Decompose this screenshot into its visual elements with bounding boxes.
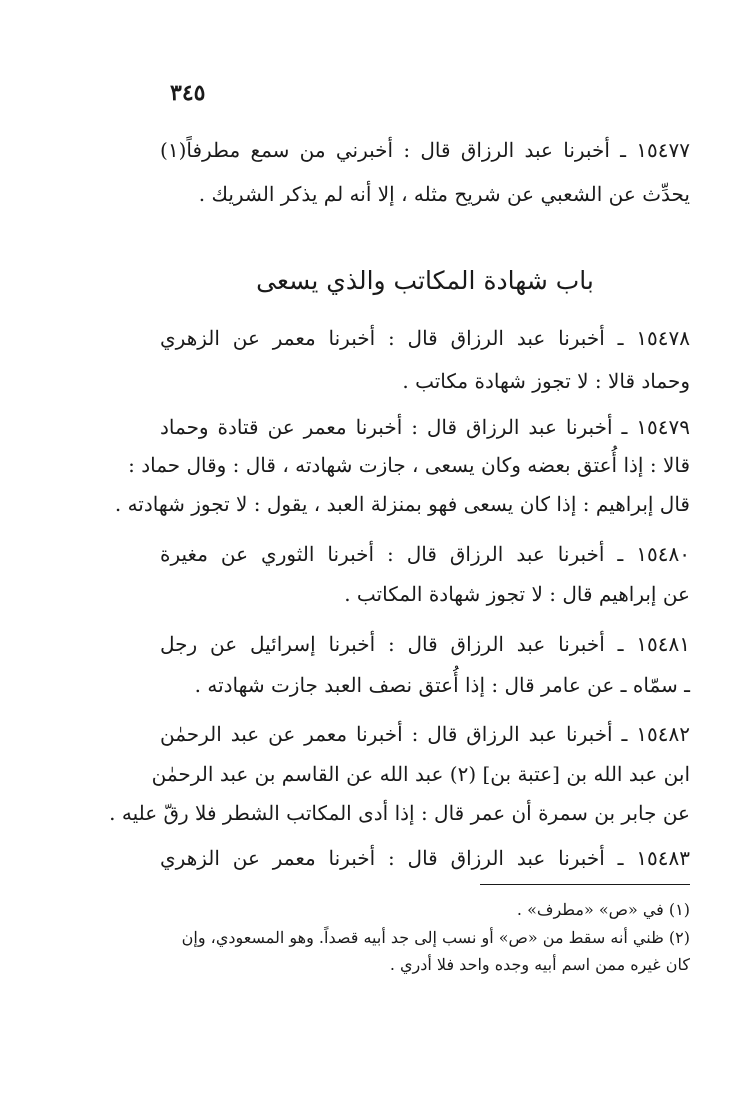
hadith-15482-line-2: ابن عبد الله بن [عتبة بن] (٢) عبد الله عن القاسم بن عبد الرحمٰن — [151, 762, 690, 786]
hadith-15477-line-2: يحدِّث عن الشعبي عن شريح مثله ، إلا أنه لم يذكر الشريك . — [198, 182, 690, 206]
hadith-15481-line-2: ـ سمّاه ـ عن عامر قال : إذا أُعتق نصف العبد جازت شهادته . — [194, 673, 690, 697]
footnote-2-line-2: كان غيره ممن اسم أبيه وجده واحد فلا أدري . — [389, 955, 690, 974]
hadith-15479-line-2: قالا : إذا أُعتق بعضه وكان يسعى ، جازت شهادته ، قال : وقال حماد : — [128, 453, 690, 477]
hadith-15483-line-1: ١٥٤٨٣ ـ أخبرنا عبد الرزاق قال : أخبرنا معمر عن الزهري — [160, 846, 690, 870]
section-heading: باب شهادة المكاتب والذي يسعى — [256, 266, 594, 295]
hadith-15478-line-1: ١٥٤٧٨ ـ أخبرنا عبد الرزاق قال : أخبرنا معمر عن الزهري — [160, 326, 690, 350]
hadith-15482-line-3: عن جابر بن سمرة أن عمر قال : إذا أدى المكاتب الشطر فلا رقّ عليه . — [109, 801, 690, 825]
hadith-15479-line-1: ١٥٤٧٩ ـ أخبرنا عبد الرزاق قال : أخبرنا معمر عن قتادة وحماد — [160, 415, 690, 439]
hadith-15478-line-2: وحماد قالا : لا تجوز شهادة مكاتب . — [402, 369, 690, 393]
hadith-15480-line-2: عن إبراهيم قال : لا تجوز شهادة المكاتب . — [344, 582, 690, 606]
footnote-1: (١) في «ص» «مطرف» . — [516, 900, 690, 919]
hadith-15482-line-1: ١٥٤٨٢ ـ أخبرنا عبد الرزاق قال : أخبرنا معمر عن عبد الرحمٰن — [160, 722, 690, 746]
footnote-divider — [480, 884, 690, 885]
footnote-2-line-1: (٢) ظني أنه سقط من «ص» أو نسب إلى جد أبيه قصداً. وهو المسعودي، وإن — [181, 928, 690, 947]
hadith-15477-line-1: ١٥٤٧٧ ـ أخبرنا عبد الرزاق قال : أخبرني من سمع مطرفاً(١) — [160, 138, 690, 162]
hadith-15480-line-1: ١٥٤٨٠ ـ أخبرنا عبد الرزاق قال : أخبرنا الثوري عن مغيرة — [160, 542, 690, 566]
page-number: ٣٤٥ — [170, 80, 206, 106]
hadith-15479-line-3: قال إبراهيم : إذا كان يسعى فهو بمنزلة العبد ، يقول : لا تجوز شهادته . — [114, 492, 690, 516]
hadith-15481-line-1: ١٥٤٨١ ـ أخبرنا عبد الرزاق قال : أخبرنا إسرائيل عن رجل — [160, 632, 690, 656]
